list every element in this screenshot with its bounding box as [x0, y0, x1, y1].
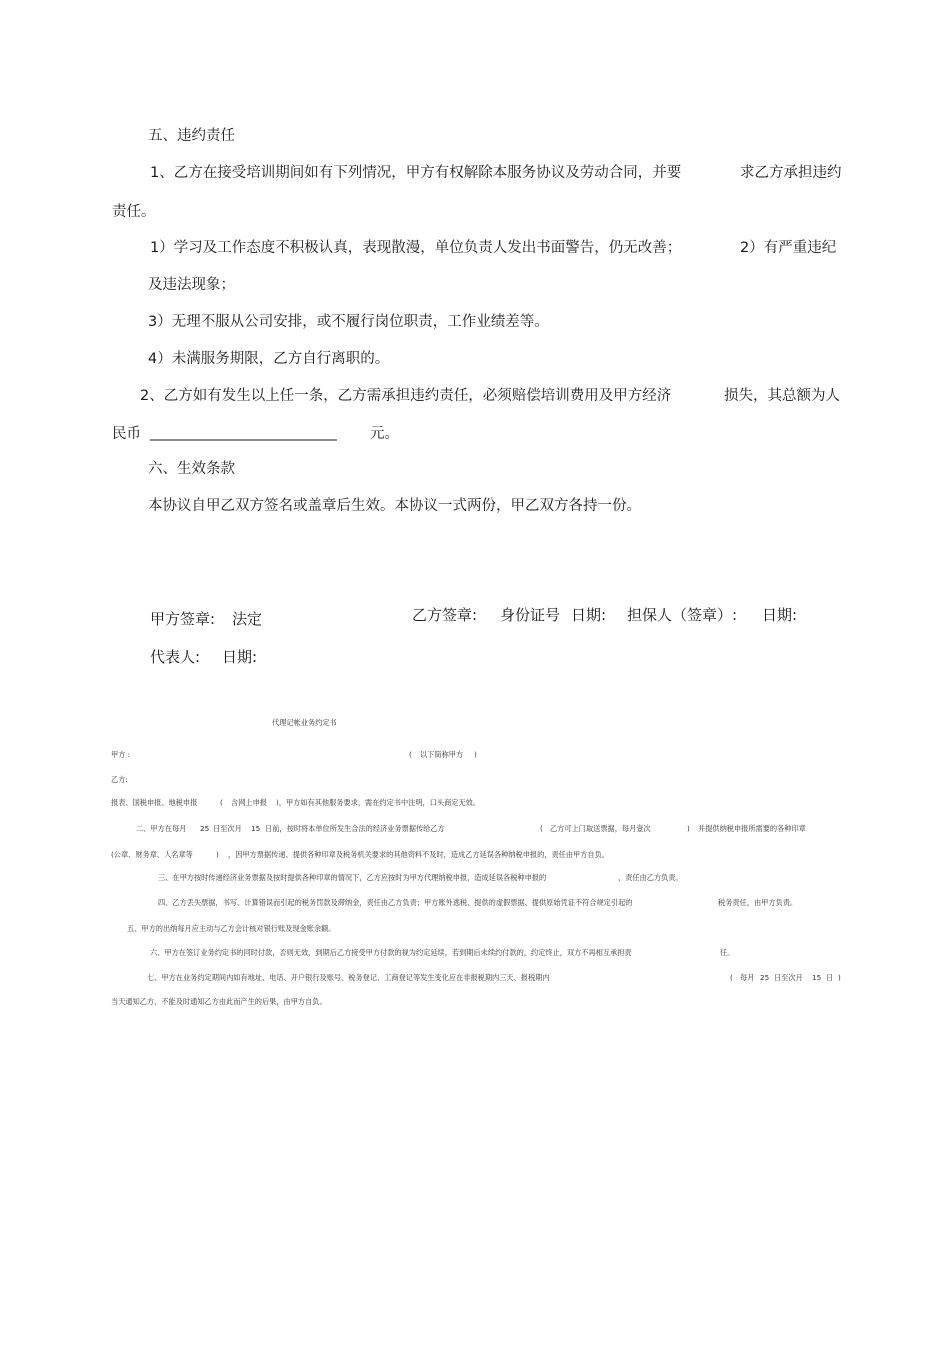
contract2-line1-c: 含网上申报 — [231, 798, 267, 807]
clause2-line1-end: 损失，其总额为人 — [724, 388, 840, 404]
contract2-party-a-abbr: 以下简称甲方 — [420, 750, 464, 759]
clause2-line1: 2、乙方如有发生以上任一条，乙方需承担违约责任，必须赔偿培训费用及甲方经济 — [140, 388, 672, 404]
paren-open: ( — [730, 973, 733, 982]
contract2-line8-c: 每月 — [740, 973, 755, 982]
contract2-line8-e: 日至次月 — [774, 973, 803, 982]
paren-close: ) — [687, 824, 690, 833]
amount-blank: ____________________________ — [150, 425, 337, 441]
contract2-title: 代理记帐业务约定书 — [272, 718, 337, 727]
guarantor-label: 担保人（签章）: — [627, 606, 738, 624]
item3: 3）无理不服从公司安排，或不履行岗位职责，工作业绩差等。 — [148, 314, 549, 330]
section6-heading: 六、生效条款 — [148, 461, 235, 477]
clause1-line1-end: 求乙方承担违约 — [740, 165, 842, 181]
legal-label: 法定 — [232, 610, 263, 628]
contract2-party-a: 甲方 : — [111, 750, 131, 759]
contract2-party-b: 乙方: — [111, 775, 128, 784]
contract2-line5-a: 四、乙方丢失票据，书写、计算错误而引起的税务罚款及滞纳金，责任由乙方负责；甲方账外逃税、提供的虚假票据、提供原始凭证不符合规定引起的 — [158, 898, 633, 907]
contract2-line2-b: 25 — [200, 824, 210, 833]
contract2-line7-a: 六、甲方在签订业务约定书的同时付款，否则无效，到期后乙方接受甲方付款的视为约定延续，若到期后未续约付款的，约定终止，双方不再相互承担责 — [150, 948, 632, 957]
contract2-line4-b: ，责任由乙方负责。 — [618, 873, 683, 882]
section6-text: 本协议自甲乙双方签名或盖章后生效。本协议一式两份，甲乙双方各持一份。 — [148, 498, 641, 514]
contract2-line2-g: 乙方可上门取送票据，每月壹次 — [550, 824, 651, 833]
party-b-seal-label: 乙方签章: — [412, 606, 478, 624]
item2-end: 及违法现象； — [148, 277, 235, 293]
contract2-line7-b: 任。 — [720, 948, 735, 957]
contract2-line6: 五、甲方的出纳每月应主动与乙方会计核对银行账及现金账余额。 — [127, 924, 336, 933]
contract2-line4-a: 三、在甲方按时传递经济业务票据及按时提供各种印章的情况下，乙方应按时为甲方代理纳税申报，造成延误各税种申报的 — [158, 873, 547, 882]
item4: 4）未满服务期限，乙方自行离职的。 — [148, 351, 390, 367]
clause1-line2: 责任。 — [112, 204, 156, 220]
item1: 1）学习及工作态度不积极认真，表现散漫，单位负责人发出书面警告，仍无改善； — [150, 240, 682, 256]
contract2-line8-a: 七、甲方在业务约定期间内如有地址、电话、开户银行及账号、税务登记、工商登记等发生变化应在非报税期内三天、报税期内 — [147, 973, 550, 982]
contract2-line1-d: )，甲方如有其他服务要求，需在约定书中注明，口头商定无效。 — [276, 798, 481, 807]
contract2-line2-c: 日至次月 — [213, 824, 242, 833]
contract2-line3-c: ，因甲方票据传递、提供各种印章及税务机关要求的其他资料不及时，造成乙方延误各种纳税申报的，责任由甲方自负。 — [228, 850, 609, 859]
clause1-line1: 1、乙方在接受培训期间如有下列情况，甲方有权解除本服务协议及劳动合同，并要 — [150, 165, 682, 181]
id-number-label: 身份证号 — [500, 606, 561, 624]
contract2-line1-a: 报表、国税申报、地税申报 — [111, 798, 198, 807]
paren-close: ) — [474, 750, 477, 759]
contract2-line2-a: 二、甲方在每月 — [136, 824, 187, 833]
paren-open: ( — [540, 824, 543, 833]
date-label-3: 日期: — [222, 648, 258, 666]
contract2-line2-d: 15 — [251, 824, 261, 833]
date-label-2: 日期: — [762, 606, 798, 624]
paren-open: ( — [409, 750, 412, 759]
contract2-line8-f: 15 — [812, 973, 822, 982]
clause2-rmb: 民币 — [112, 426, 141, 442]
paren-open: ( — [220, 798, 223, 807]
contract2-line5-b: 税务责任，由甲方负责。 — [718, 898, 798, 907]
contract2-line8-g: 日 — [826, 973, 834, 982]
section5-heading: 五、违约责任 — [148, 128, 235, 144]
contract2-line3-a: (公章、财务章、人名章等 — [111, 850, 193, 859]
contract2-line8-d: 25 — [760, 973, 770, 982]
paren-close: ) — [216, 850, 219, 859]
contract2-line2-i: 并提供纳税申报所需要的各种印章 — [698, 824, 806, 833]
party-a-seal-label: 甲方签章: — [150, 610, 216, 628]
contract2-line2-e: 日前，按时将本单位所发生合法的经济业务票据传给乙方 — [265, 824, 445, 833]
date-label-1: 日期: — [571, 606, 607, 624]
paren-close: ) — [838, 973, 841, 982]
representative-label: 代表人: — [150, 648, 201, 666]
amount-unit: 元。 — [370, 426, 399, 442]
contract2-line9: 当天通知乙方，不能及时通知乙方由此而产生的后果，由甲方自负。 — [111, 997, 327, 1006]
item2-start: 2）有严重违纪 — [740, 240, 837, 256]
